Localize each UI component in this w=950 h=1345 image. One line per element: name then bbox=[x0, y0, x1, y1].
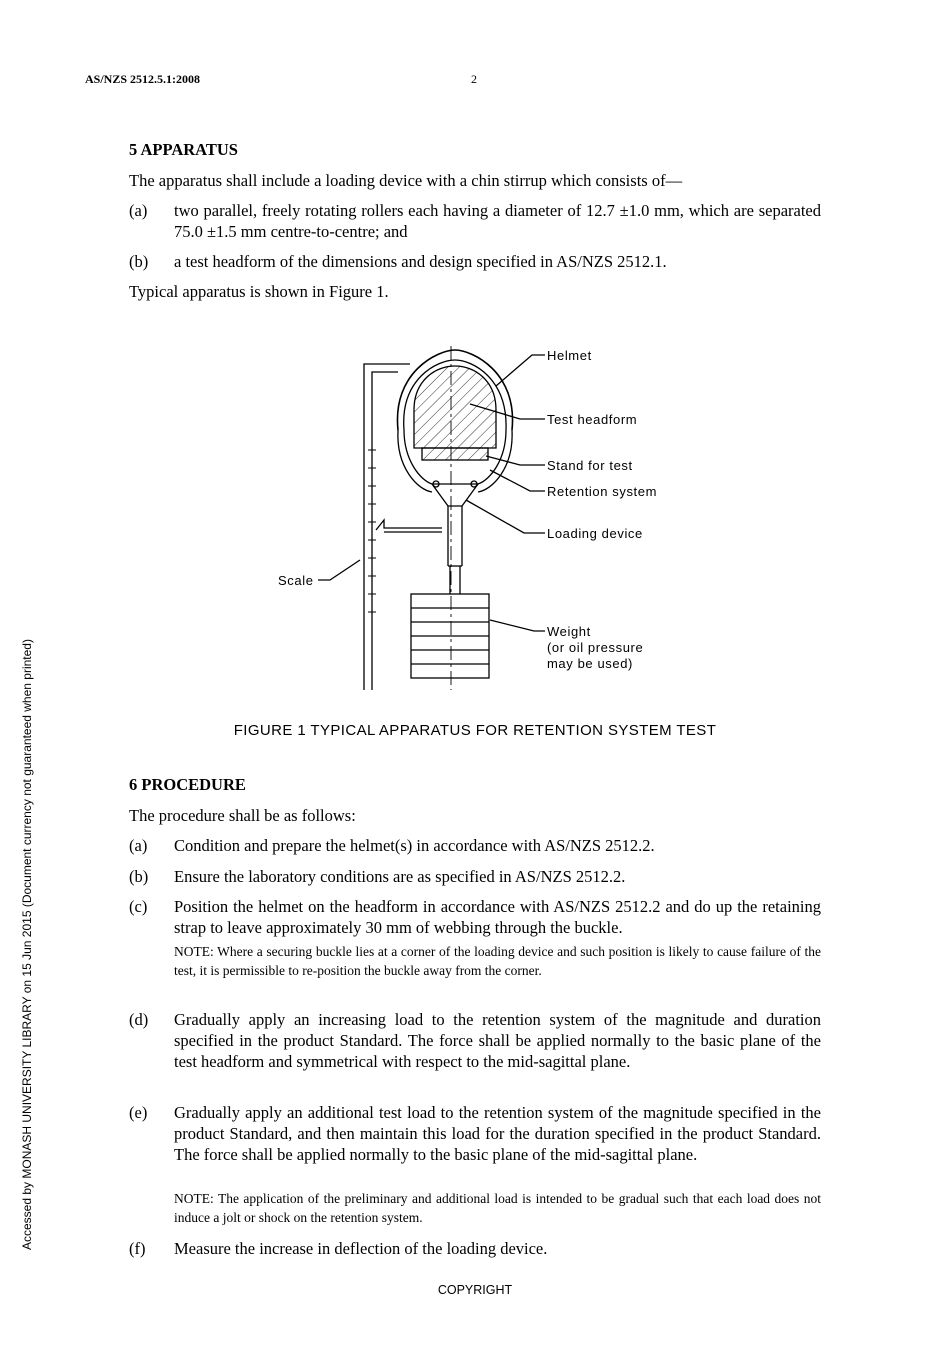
section-5-heading: 5 APPARATUS bbox=[129, 140, 238, 159]
list-item bbox=[129, 1102, 821, 1165]
item-text: a test headform of the dimensions and design specified in AS/NZS 2512.1. bbox=[174, 252, 667, 271]
item-label: (b) bbox=[129, 867, 149, 886]
item-label: (d) bbox=[129, 1010, 149, 1029]
label-stand-for-test: Stand for test bbox=[547, 458, 633, 473]
section-6-heading: 6 PROCEDURE bbox=[129, 775, 246, 794]
label-helmet: Helmet bbox=[547, 348, 592, 363]
stand-frame bbox=[364, 364, 410, 690]
figure-caption: FIGURE 1 TYPICAL APPARATUS FOR RETENTION SYSTEM TEST bbox=[233, 722, 717, 739]
standard-number: AS/NZS 2512.5.1:2008 bbox=[85, 72, 201, 86]
label-scale: Scale bbox=[278, 573, 314, 588]
list-item bbox=[129, 1009, 821, 1072]
item-label: (a) bbox=[129, 836, 148, 855]
apparatus-drawing bbox=[318, 346, 545, 690]
list-item bbox=[129, 896, 821, 938]
leader-retention bbox=[490, 470, 545, 491]
item-text: Ensure the laboratory conditions are as specified in AS/NZS 2512.2. bbox=[174, 867, 626, 886]
label-loading-device: Loading device bbox=[547, 526, 643, 541]
leader-weight bbox=[490, 620, 545, 631]
stand-frame-inner bbox=[372, 372, 398, 690]
leader-scale bbox=[318, 560, 360, 580]
leader-stand bbox=[486, 456, 545, 465]
stand-for-test bbox=[422, 448, 488, 460]
label-weight-note-2: may be used) bbox=[547, 656, 633, 671]
item-label: (f) bbox=[129, 1239, 146, 1258]
label-weight-note-1: (or oil pressure bbox=[547, 640, 644, 655]
item-text: Gradually apply an increasing load to the retention system of the magnitude and duration specified in the product Standard. The force shall be applied normally to the basic plane of the test headform and symmetrical with respect to the mid-sagittal plane. bbox=[174, 1010, 821, 1071]
item-text: Gradually apply an additional test load to the retention system of the magnitude specified in the product Standard, and then maintain this load for the duration specified in the product Standard. The force shall be applied normally to the basic plane of the mid-sagittal plane. bbox=[174, 1103, 821, 1164]
item-text: two parallel, freely rotating rollers each having a diameter of 12.7 ±1.0 mm, which are separated 75.0 ±1.5 mm centre-to-centre; and bbox=[174, 201, 821, 241]
item-text: Condition and prepare the helmet(s) in accordance with AS/NZS 2512.2. bbox=[174, 836, 655, 855]
item-label: (c) bbox=[129, 897, 148, 916]
page-number: 2 bbox=[471, 72, 477, 86]
item-label: (a) bbox=[129, 201, 148, 220]
note-load: NOTE: The application of the preliminary and additional load is intended to be gradual such that each load does not induce a jolt or shock on the retention system. bbox=[174, 1191, 821, 1225]
scale-pointer bbox=[376, 520, 442, 530]
label-weight: Weight bbox=[547, 624, 591, 639]
leader-loading bbox=[466, 500, 545, 533]
item-label: (e) bbox=[129, 1103, 148, 1122]
test-headform bbox=[414, 366, 496, 448]
section-5-outro: Typical apparatus is shown in Figure 1. bbox=[129, 282, 389, 301]
section-6-intro: The procedure shall be as follows: bbox=[129, 806, 356, 825]
note-buckle: NOTE: Where a securing buckle lies at a corner of the loading device and such position is likely to cause failure of the test, it is permissible to re-position the buckle away from the corner. bbox=[174, 944, 821, 978]
item-label: (b) bbox=[129, 252, 149, 271]
section-5-intro: The apparatus shall include a loading device with a chin stirrup which consists of— bbox=[129, 171, 683, 190]
item-text: Position the helmet on the headform in accordance with AS/NZS 2512.2 and do up the retaining strap to leave approximately 30 mm of webbing through the buckle. bbox=[174, 897, 821, 937]
list-item bbox=[129, 835, 821, 856]
list-item bbox=[129, 1238, 821, 1259]
label-test-headform: Test headform bbox=[547, 412, 638, 427]
label-retention-system: Retention system bbox=[547, 484, 658, 499]
item-text: Measure the increase in deflection of the loading device. bbox=[174, 1239, 548, 1258]
loading-rod bbox=[448, 506, 462, 566]
copyright-footer: COPYRIGHT bbox=[437, 1283, 513, 1297]
access-side-note: Accessed by MONASH UNIVERSITY LIBRARY on 15 Jun 2015 (Document currency not guaranteed when printed) bbox=[20, 639, 34, 1250]
list-item bbox=[129, 866, 821, 887]
